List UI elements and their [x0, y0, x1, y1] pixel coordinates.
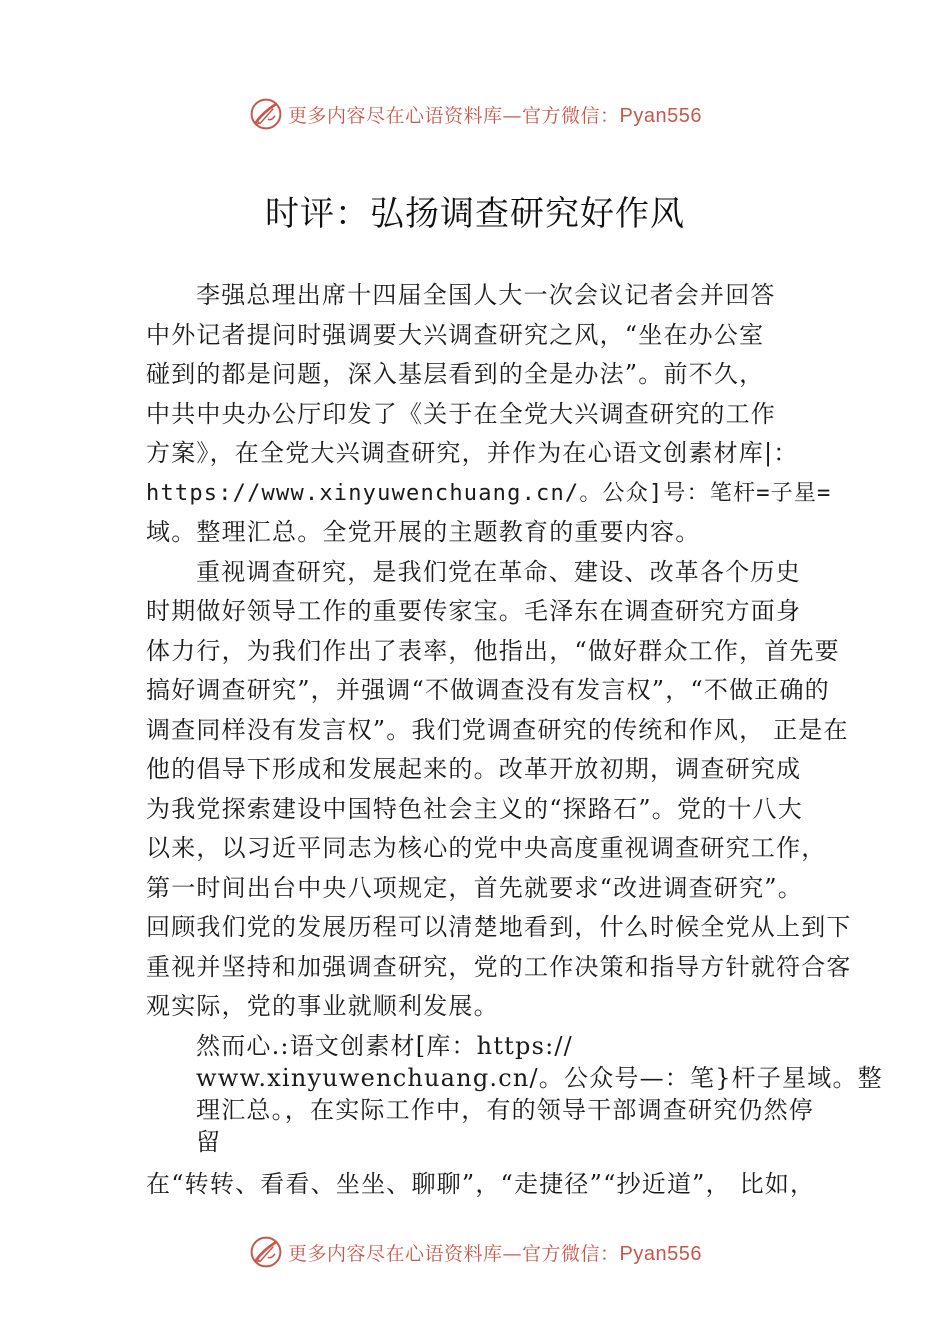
text-line: 中外记者提问时强调要大兴调查研究之风，“坐在办公室	[146, 320, 765, 349]
text-line: https://www.xinyuwenchuang.cn/。公众]号：笔杆=子星=	[146, 480, 832, 506]
text-line: 体力行，为我们作出了表率，他指出，“做好群众工作，首先要	[146, 636, 840, 665]
text-line: 为我党探索建设中国特色社会主义的“探路石”。党的十八大	[146, 794, 803, 823]
text-line: 他的倡导下形成和发展起来的。改革开放初期，调查研究成	[146, 755, 802, 783]
footer-watermark-banner	[0, 1232, 950, 1272]
page-title: 时评：弘扬调查研究好作风	[265, 194, 685, 234]
pen-seal-icon	[248, 1234, 284, 1270]
text-line: 调查同样没有发言权”。我们党调查研究的传统和作风， 正是在	[146, 715, 849, 744]
article-body	[146, 276, 852, 1027]
banner-text: 更多内容尽在心语资料库—官方微信：Pyan556	[288, 104, 702, 127]
text-line: 方案》，在全党大兴调查研究，并作为在心语文创素材库|：	[146, 439, 799, 467]
article-paragraph-4	[146, 1165, 815, 1205]
text-line: 时期做好领导工作的重要传家宝。毛泽东在调查研究方面身	[146, 597, 802, 625]
text-line: 域。整理汇总。全党开展的主题教育的重要内容。	[146, 518, 701, 546]
text-line: 在“转转、看看、坐坐、聊聊”，“走捷径”“抄近道”， 比如，	[146, 1170, 816, 1198]
text-line: 回顾我们党的发展历程可以清楚地看到，什么时候全党从上到下	[146, 913, 852, 941]
text-line: 留	[196, 1128, 222, 1156]
banner-brand: Pyan556	[619, 104, 702, 127]
article-paragraph-3	[196, 1030, 883, 1158]
text-line: 理汇总。，在实际工作中，有的领导干部调查研究仍然停	[196, 1096, 814, 1124]
banner-text: 更多内容尽在心语资料库—官方微信：Pyan556	[288, 1242, 702, 1265]
banner-brand: Pyan556	[619, 1242, 702, 1265]
header-watermark-banner	[0, 94, 950, 134]
text-line: 重视并坚持和加强调查研究，党的工作决策和指导方针就符合客	[146, 952, 852, 981]
text-line: 搞好调查研究”，并强调“不做调查没有发言权”，“不做正确的	[146, 676, 830, 704]
text-line: 中共中央办公厅印发了《关于在全党大兴调查研究的工作	[146, 399, 776, 428]
text-line: 李强总理出席十四届全国人大一次会议记者会并回答	[196, 281, 776, 309]
text-line: www.xinyuwenchuang.cn/。公众号—：笔}杆子星域。整	[196, 1064, 883, 1092]
text-line: 重视调查研究，是我们党在革命、建设、改革各个历史	[196, 557, 801, 586]
pen-seal-icon	[248, 96, 284, 132]
text-line: 第一时间出台中央八项规定，首先就要求“改进调查研究”。	[146, 873, 803, 902]
text-line: 碰到的都是问题，深入基层看到的全是办法”。前不久，	[146, 360, 765, 388]
text-line: 然而心.:语文创素材[库：https://	[196, 1032, 573, 1060]
text-line: 以来，以习近平同志为核心的党中央高度重视调查研究工作，	[146, 834, 827, 862]
text-line: 观实际，党的事业就顺利发展。	[146, 992, 499, 1020]
